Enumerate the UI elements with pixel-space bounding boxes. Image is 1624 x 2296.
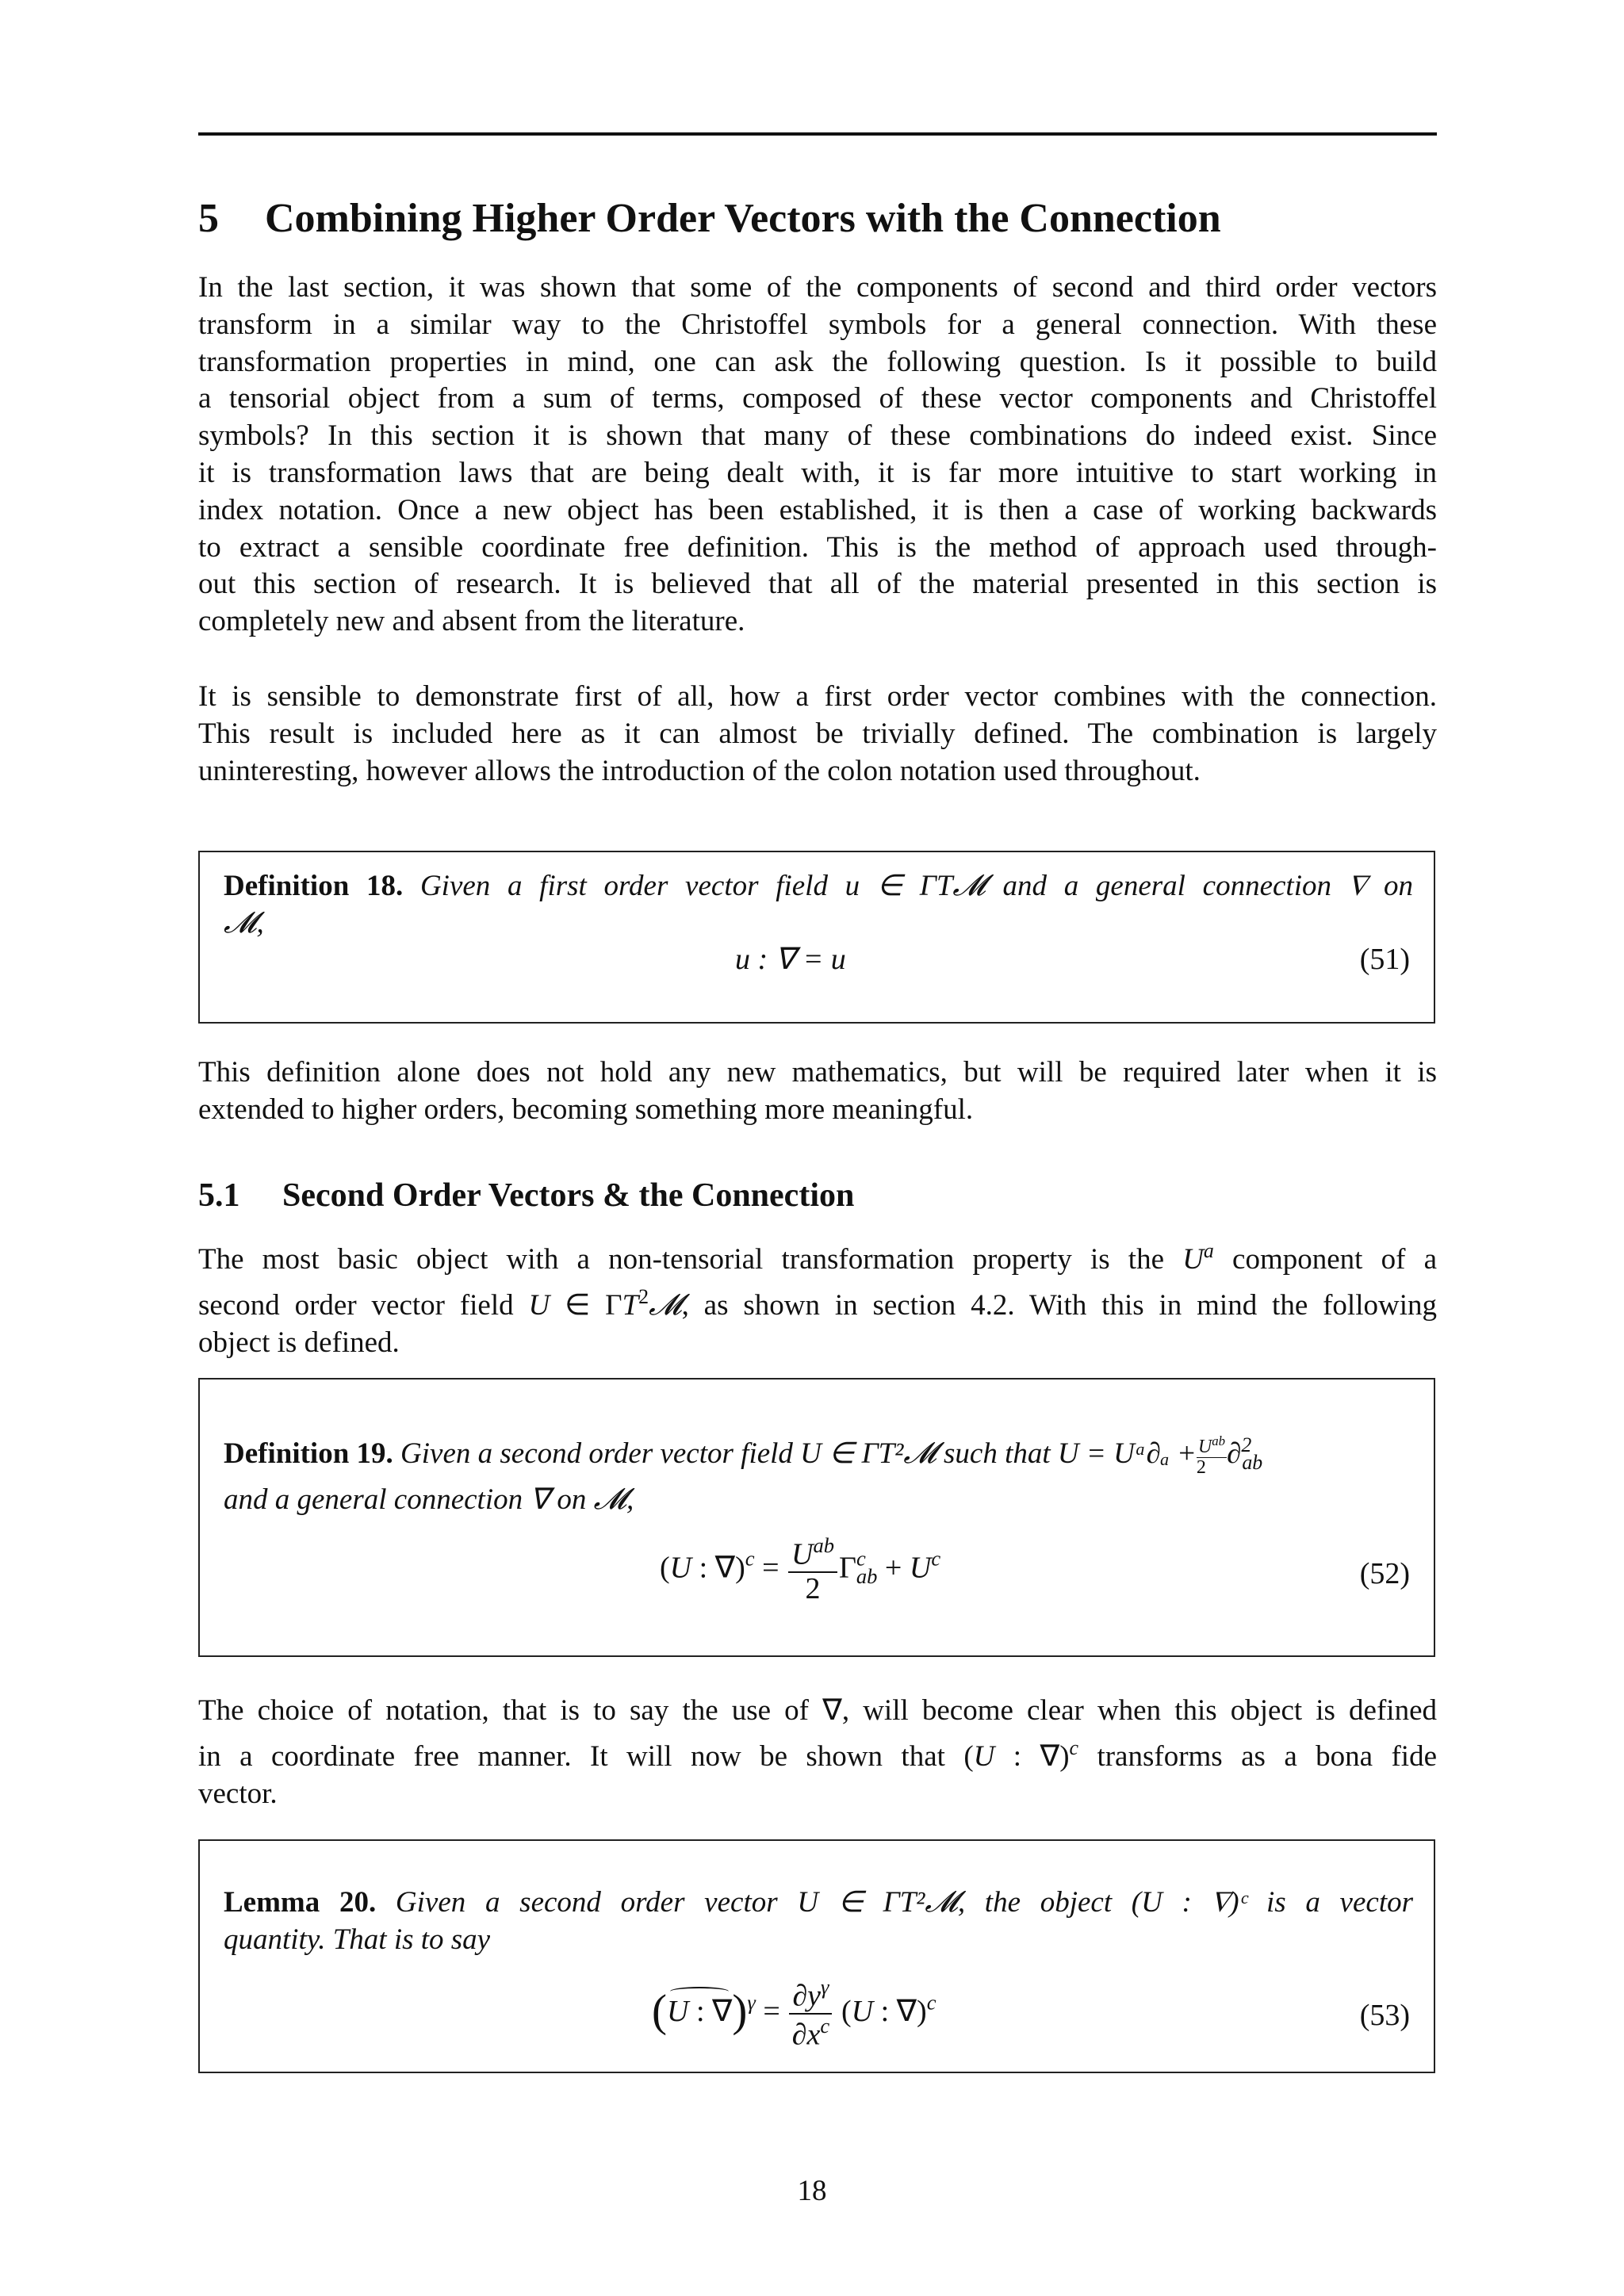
after-def19-line-3: vector. xyxy=(198,1777,278,1810)
equation-52-tag: (52) xyxy=(1359,1557,1410,1590)
lemma-20-line2: quantity. That is to say xyxy=(224,1923,491,1956)
lemma-20-box xyxy=(198,1839,1435,2073)
intro-line: index notation. Once a new object has been established, it is then a case of working backwards xyxy=(198,493,1437,526)
definition-19-box xyxy=(198,1378,1435,1657)
intro-line: transform in a similar way to the Christoffel symbols for a general connection. With these xyxy=(198,308,1437,341)
after-def18-line: This definition alone does not hold any new mathematics, but will be required later when it is xyxy=(198,1056,1437,1089)
intro-line: a tensorial object from a sum of terms, composed of these vector components and Christoffel xyxy=(198,382,1437,415)
equation-53 xyxy=(200,1968,1437,2055)
intro-line: out this section of research. It is believed that all of the material presented in this section is xyxy=(198,568,1437,601)
math-inline: U xyxy=(528,1289,550,1322)
subsection-title: Second Order Vectors & the Connection xyxy=(282,1177,855,1214)
equation-52 xyxy=(200,1526,1437,1621)
intro-line: it is transformation laws that are being dealt with, it is far more intuitive to start working in xyxy=(198,456,1437,489)
equation-52-body: (U : ∇)$^c$ = $\frac{U^{ab}}{2}$ $\Gamma^c_{ab} + U^c$ xyxy=(660,1533,941,1606)
definition-18-text: Given a first order vector field u ∈ ΓT𝓜 and a general connection ∇ on xyxy=(419,870,1414,902)
subsection-number: 5.1 xyxy=(198,1177,240,1214)
second-line: uninteresting, however allows the introduction of the colon notation used throughout. xyxy=(198,754,1201,787)
equation-51-body: u : ∇ = u xyxy=(735,943,846,976)
definition-19-line2: and a general connection ∇ on 𝓜, xyxy=(224,1483,634,1516)
intro-line: transformation properties in mind, one can ask the following question. Is it possible to build xyxy=(198,345,1437,378)
equation-51-tag: (51) xyxy=(1359,943,1410,976)
lemma-20-label: Lemma 20. xyxy=(224,1886,377,1919)
lemma-20-line1 xyxy=(224,1885,1413,1922)
after-definition-19 xyxy=(198,1693,1437,1813)
definition-19-line1: Definition 19. Given a second order vector field U ∈ ΓT²𝓜 such that U = Uᵃ∂ₐ + $\frac{U^{ab}}{2}$ ∂$^2_{ab}$ xyxy=(224,1433,1263,1479)
after-def19-text: transforms as a bona fide xyxy=(1097,1740,1437,1774)
after-def19-line-2: in a coordinate free manner. It will now be shown that (U : ∇)$^c$ transforms as a bona fide xyxy=(198,1735,1437,1774)
second-line: This result is included here as it can almost be trivially defined. The combination is largely xyxy=(198,717,1437,750)
section-heading xyxy=(198,189,1437,249)
second-line: It is sensible to demonstrate first of all, how a first order vector combines with the connection. xyxy=(198,680,1437,713)
equation-53-tag: (53) xyxy=(1359,1999,1410,2032)
after-definition-18 xyxy=(198,1054,1437,1129)
math-inline: $U^a$ xyxy=(1182,1239,1214,1276)
definition-18-box xyxy=(198,851,1435,1024)
after-def19-line-1: The choice of notation, that is to say the use of ∇, will become clear when this object is defined xyxy=(198,1694,1437,1727)
subsection-paragraph xyxy=(198,1233,1437,1362)
header-rule xyxy=(198,132,1437,136)
definition-18-line2: 𝓜, xyxy=(224,906,264,939)
definition-18-line1 xyxy=(224,868,1413,905)
subsection-text: , as shown in section 4.2. With this in mind the following xyxy=(681,1289,1437,1322)
subsection-text: second order vector field xyxy=(198,1289,514,1322)
intro-line: In the last section, it was shown that some of the components of second and third order vectors xyxy=(198,271,1437,304)
after-def19-text: in a coordinate free manner. It will now be shown that xyxy=(198,1740,945,1774)
subsection-line-1 xyxy=(198,1233,1437,1279)
lemma-20-text: Given a second order vector U ∈ ΓT²𝓜, the object (U : ∇)ᶜ is a vector xyxy=(395,1886,1414,1919)
definition-19-label: Definition 19. xyxy=(224,1437,393,1471)
equation-53-body: (U : ∇)$^\gamma$ = $\frac{\partial y^\gamma}{\partial x^c}$ (U : ∇)$^c$ xyxy=(652,1975,936,2053)
section-number: 5 xyxy=(198,196,219,241)
after-def18-line: extended to higher orders, becoming something more meaningful. xyxy=(198,1093,974,1126)
subsection-line-2: second order vector field U ∈ $\Gamma T^2𝓜$, as shown in section 4.2. With this in mind the following xyxy=(198,1285,1437,1322)
subsection-heading xyxy=(198,1172,1437,1219)
page-number: 18 xyxy=(797,2175,827,2207)
intro-line: completely new and absent from the literature. xyxy=(198,605,745,638)
second-paragraph xyxy=(198,679,1437,790)
definition-18-label: Definition 18. xyxy=(224,870,404,902)
subsection-text: The most basic object with a non-tensorial transformation property is the xyxy=(198,1243,1165,1276)
subsection-text: component of a xyxy=(1232,1243,1438,1276)
section-title: Combining Higher Order Vectors with the Connection xyxy=(265,196,1221,241)
fraction-uab-2: $\frac{U^{ab}}{2}$ xyxy=(1196,1433,1226,1479)
subsection-line-3: object is defined. xyxy=(198,1326,400,1360)
intro-line: to extract a sensible coordinate free definition. This is the method of approach used through- xyxy=(198,530,1437,564)
intro-line: symbols? In this section it is shown that many of these combinations do indeed exist. Since xyxy=(198,419,1437,453)
definition-19-text: Given a second order vector field U ∈ ΓT²𝓜 such that U = Uᵃ∂ₐ + xyxy=(400,1437,1197,1471)
intro-paragraph xyxy=(198,270,1437,641)
